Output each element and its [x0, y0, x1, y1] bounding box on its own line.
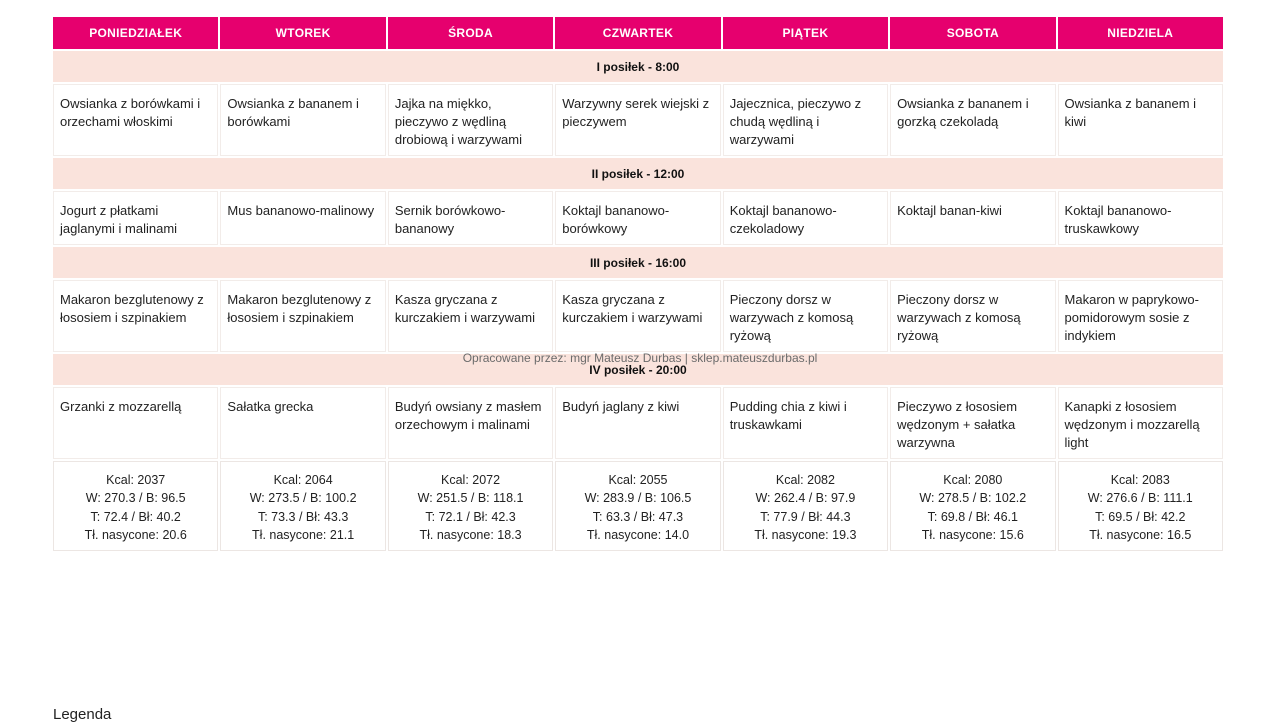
carbs-protein-value: W: 262.4 / B: 97.9: [755, 491, 856, 506]
fat-fiber-value: T: 72.1 / Bł: 42.3: [425, 509, 516, 524]
nutrition-summary-saturday: [890, 461, 1055, 551]
saturated-fat-value: Tł. nasycone: 20.6: [84, 528, 187, 543]
meal-cell: Budyń jaglany z kiwi: [555, 387, 720, 459]
carbs-protein-value: W: 283.9 / B: 106.5: [584, 491, 692, 506]
saturated-fat-value: Tł. nasycone: 18.3: [419, 528, 522, 543]
meal-2-header-row: [53, 158, 1223, 189]
meal-cell: Jogurt z płatkami jaglanymi i malinami: [53, 191, 218, 245]
meal-cell: Owsianka z bananem i gorzką czekoladą: [890, 84, 1055, 156]
kcal-value: Kcal: 2083: [1110, 473, 1170, 487]
meal-cell: Owsianka z bananem i borówkami: [220, 84, 385, 156]
day-header-saturday: SOBOTA: [890, 17, 1055, 49]
fat-fiber-value: T: 77.9 / Bł: 44.3: [760, 509, 851, 524]
saturated-fat-value: Tł. nasycone: 15.6: [921, 528, 1024, 543]
fat-fiber-value: T: 73.3 / Bł: 43.3: [257, 509, 349, 524]
nutrition-summary-sunday: [1058, 461, 1223, 551]
meal-cell: Jajka na miękko, pieczywo z wędliną drobiową i warzywami: [388, 84, 553, 156]
meal-cell: Owsianka z bananem i kiwi: [1058, 84, 1223, 156]
meal-cell: Sernik borówkowo-bananowy: [388, 191, 553, 245]
meal-cell: Koktajl bananowo-borówkowy: [555, 191, 720, 245]
fat-fiber-value: T: 72.4 / Bł: 40.2: [90, 509, 181, 524]
carbs-protein-value: W: 273.5 / B: 100.2: [249, 491, 357, 506]
meal-cell: Kasza gryczana z kurczakiem i warzywami: [388, 280, 553, 352]
meal-cell: Koktajl bananowo-truskawkowy: [1058, 191, 1223, 245]
kcal-value: Kcal: 2064: [273, 473, 333, 487]
day-header-thursday: CZWARTEK: [555, 17, 720, 49]
carbs-protein-value: W: 278.5 / B: 102.2: [919, 491, 1027, 506]
fat-fiber-value: T: 69.8 / Bł: 46.1: [927, 509, 1018, 524]
day-header-tuesday: WTOREK: [220, 17, 385, 49]
day-header-wednesday: ŚRODA: [388, 17, 553, 49]
day-header-monday: PONIEDZIAŁEK: [53, 17, 218, 49]
kcal-value: Kcal: 2080: [943, 473, 1003, 487]
day-header-row: [53, 17, 1223, 49]
meal-1-title: I posiłek - 8:00: [53, 51, 1223, 82]
meal-cell: Pieczony dorsz w warzywach z komosą ryżową: [890, 280, 1055, 352]
meal-cell: Owsianka z borówkami i orzechami włoskimi: [53, 84, 218, 156]
saturated-fat-value: Tł. nasycone: 14.0: [586, 528, 690, 543]
carbs-protein-value: W: 276.6 / B: 111.1: [1087, 491, 1193, 506]
nutrition-summary-thursday: [555, 461, 720, 551]
meal-2-row: [53, 191, 1223, 245]
fat-fiber-value: T: 63.3 / Bł: 47.3: [592, 509, 684, 524]
nutrition-summary-tuesday: [220, 461, 385, 551]
meal-1-row: [53, 84, 1223, 156]
nutrition-summary-wednesday: [388, 461, 553, 551]
meal-3-row: [53, 280, 1223, 352]
kcal-value: Kcal: 2082: [775, 473, 835, 487]
kcal-value: Kcal: 2037: [106, 473, 166, 487]
meal-cell: Makaron w paprykowo-pomidorowym sosie z indykiem: [1058, 280, 1223, 352]
saturated-fat-value: Tł. nasycone: 19.3: [754, 528, 857, 543]
day-header-friday: PIĄTEK: [723, 17, 888, 49]
meal-cell: Mus bananowo-malinowy: [220, 191, 385, 245]
meal-3-title: III posiłek - 16:00: [53, 247, 1223, 278]
meal-plan-table: [51, 15, 1225, 553]
meal-cell: Makaron bezglutenowy z łososiem i szpinakiem: [53, 280, 218, 352]
carbs-protein-value: W: 270.3 / B: 96.5: [85, 491, 186, 506]
meal-cell: Grzanki z mozzarellą: [53, 387, 218, 459]
meal-2-title: II posiłek - 12:00: [53, 158, 1223, 189]
kcal-value: Kcal: 2055: [608, 473, 668, 487]
legend-heading: Legenda: [53, 706, 112, 723]
meal-cell: Koktajl banan-kiwi: [890, 191, 1055, 245]
meal-cell: Kanapki z łososiem wędzonym i mozzarellą light: [1058, 387, 1223, 459]
meal-4-title: IV posiłek - 20:00: [53, 354, 1223, 385]
nutrition-summary-friday: [723, 461, 888, 551]
day-header-sunday: NIEDZIELA: [1058, 17, 1223, 49]
meal-cell: Sałatka grecka: [220, 387, 385, 459]
meal-cell: Pudding chia z kiwi i truskawkami: [723, 387, 888, 459]
meal-cell: Budyń owsiany z masłem orzechowym i malinami: [388, 387, 553, 459]
fat-fiber-value: T: 69.5 / Bł: 42.2: [1095, 509, 1186, 524]
meal-cell: Makaron bezglutenowy z łososiem i szpinakiem: [220, 280, 385, 352]
meal-cell: Pieczony dorsz w warzywach z komosą ryżową: [723, 280, 888, 352]
meal-cell: Pieczywo z łososiem wędzonym + sałatka warzywna: [890, 387, 1055, 459]
nutrition-summary-monday: [53, 461, 218, 551]
meal-cell: Warzywny serek wiejski z pieczywem: [555, 84, 720, 156]
kcal-value: Kcal: 2072: [441, 473, 501, 487]
carbs-protein-value: W: 251.5 / B: 118.1: [417, 491, 524, 506]
meal-cell: Koktajl bananowo-czekoladowy: [723, 191, 888, 245]
author-credit: Opracowane przez: mgr Mateusz Durbas | sklep.mateuszdurbas.pl: [462, 351, 818, 365]
meal-3-header-row: [53, 247, 1223, 278]
saturated-fat-value: Tł. nasycone: 21.1: [252, 528, 355, 543]
meal-4-row: [53, 387, 1223, 459]
meal-1-header-row: [53, 51, 1223, 82]
saturated-fat-value: Tł. nasycone: 16.5: [1089, 528, 1192, 543]
meal-cell: Jajecznica, pieczywo z chudą wędliną i warzywami: [723, 84, 888, 156]
meal-cell: Kasza gryczana z kurczakiem i warzywami: [555, 280, 720, 352]
nutrition-row: [53, 461, 1223, 551]
